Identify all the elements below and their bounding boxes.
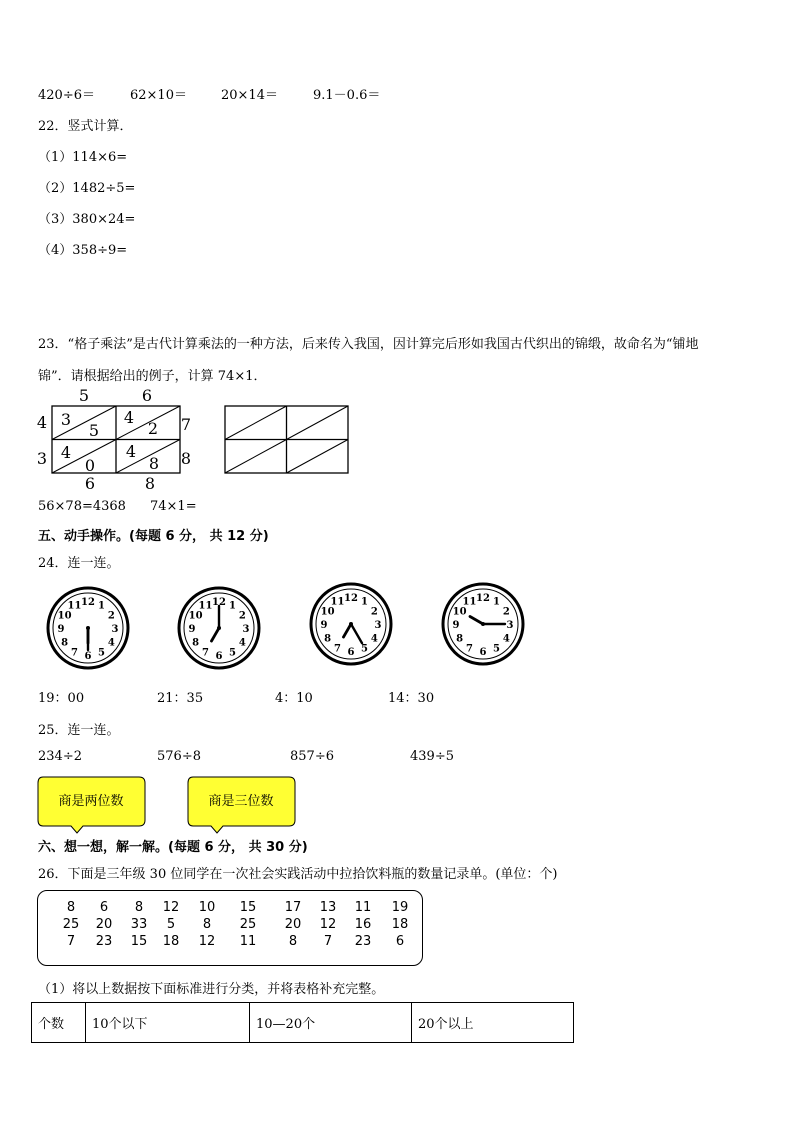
table-header-count: 个数 (32, 1003, 86, 1043)
q22-item-4: （4）358÷9= (38, 243, 128, 258)
grid-cell-1-2-tens: 4 (123, 408, 135, 427)
clock-number-1: 1 (229, 600, 236, 612)
q24-title: 24．连一连。 (38, 556, 120, 571)
top-expr-2: 62×10＝ (130, 88, 187, 103)
data-value: 8 (66, 900, 76, 915)
clock-number-5: 5 (361, 643, 368, 655)
clock-number-3: 3 (506, 620, 514, 631)
clock-number-4: 4 (502, 633, 510, 645)
clock-center (217, 626, 221, 630)
clock-number-2: 2 (107, 610, 115, 622)
clock-number-1: 1 (98, 600, 105, 612)
q26-sub1: （1）将以上数据按下面标准进行分类，并将表格补充完整。 (38, 982, 385, 997)
q26-title: 26．下面是三年级 30 位同学在一次社会实践活动中拉拾饮料瓶的数量记录单。(单位：个) (38, 867, 558, 882)
table-header-under-10: 10个以下 (86, 1003, 250, 1043)
data-value: 33 (130, 917, 148, 932)
clock-number-7: 7 (71, 647, 78, 659)
clock-number-8: 8 (456, 633, 464, 645)
data-value: 12 (162, 900, 180, 915)
data-value: 6 (395, 934, 405, 949)
q22-title: 22．竖式计算． (38, 119, 133, 134)
data-value: 13 (319, 900, 337, 915)
clock-number-3: 3 (242, 624, 250, 635)
clock-number-2: 2 (238, 610, 246, 622)
clock-2 (176, 585, 262, 671)
clock-number-10: 10 (57, 610, 72, 622)
clock-number-5: 5 (493, 643, 500, 655)
clock-number-12: 12 (81, 597, 95, 608)
clock-number-4: 4 (370, 633, 378, 645)
q23-task: 74×1= (150, 499, 197, 514)
clock-center (481, 622, 485, 626)
clock-number-3: 3 (374, 620, 382, 631)
grid-cell-1-2-ones: 2 (147, 419, 159, 438)
q25-expr-3: 857÷6 (290, 749, 334, 764)
data-value: 23 (95, 934, 113, 949)
clock-number-10: 10 (320, 606, 335, 618)
grid-top-digit-1: 5 (78, 386, 90, 405)
data-value: 23 (354, 934, 372, 949)
lattice-example-grid (30, 385, 200, 495)
bubble-two-digit-label: 商是两位数 (58, 794, 124, 809)
clock-number-9: 9 (452, 620, 460, 631)
clock-number-11: 11 (67, 600, 82, 612)
clock-number-6: 6 (84, 651, 92, 662)
clock-4 (440, 581, 526, 667)
clock-number-6: 6 (215, 651, 223, 662)
data-value: 8 (202, 917, 212, 932)
data-record-box (37, 890, 423, 966)
q23-line-2: 锦”．请根据给出的例子，计算 74×1． (38, 369, 267, 384)
clock-number-2: 2 (370, 606, 378, 618)
data-value: 16 (354, 917, 372, 932)
q24-time-2: 21：35 (157, 691, 204, 706)
clock-number-11: 11 (330, 596, 345, 608)
q24-time-3: 4：10 (275, 691, 313, 706)
clock-number-10: 10 (188, 610, 203, 622)
clock-center (349, 622, 353, 626)
clock-number-6: 6 (347, 647, 355, 658)
clock-number-5: 5 (98, 647, 105, 659)
grid-cell-2-1-ones: 0 (84, 456, 96, 475)
grid-left-digit-1: 4 (36, 413, 48, 432)
section-5-title: 五、动手操作。(每题 6 分， 共 12 分) (38, 529, 269, 544)
bubble-two-digit[interactable] (37, 776, 147, 834)
grid-right-digit-2: 8 (180, 449, 192, 468)
clock-number-3: 3 (111, 624, 119, 635)
q24-time-1: 19：00 (38, 691, 85, 706)
table-header-10-20: 10—20个 (250, 1003, 412, 1043)
clock-number-5: 5 (229, 647, 236, 659)
clock-1 (45, 585, 131, 671)
data-value: 15 (239, 900, 257, 915)
grid-top-digit-2: 6 (141, 386, 153, 405)
q22-item-2: （2）1482÷5= (38, 181, 136, 196)
grid-cell-1-1-tens: 3 (60, 410, 72, 429)
lattice-blank-grid[interactable] (224, 405, 350, 475)
data-value: 10 (198, 900, 216, 915)
data-value: 12 (319, 917, 337, 932)
grid-right-digit-1: 7 (180, 415, 192, 434)
clock-number-8: 8 (192, 637, 200, 649)
grid-left-digit-2: 3 (36, 449, 48, 468)
data-value: 7 (66, 934, 76, 949)
clock-number-1: 1 (361, 596, 368, 608)
data-value: 19 (391, 900, 409, 915)
data-value: 25 (62, 917, 80, 932)
data-value: 7 (323, 934, 333, 949)
data-value: 15 (130, 934, 148, 949)
data-row (38, 934, 422, 952)
clock-number-4: 4 (238, 637, 246, 649)
top-expr-3: 20×14＝ (221, 88, 278, 103)
clock-number-12: 12 (476, 593, 490, 604)
clock-number-9: 9 (320, 620, 328, 631)
q25-expr-4: 439÷5 (410, 749, 454, 764)
q24-time-4: 14：30 (388, 691, 435, 706)
data-value: 11 (239, 934, 257, 949)
grid-cell-1-1-ones: 5 (88, 421, 100, 440)
q25-expr-2: 576÷8 (157, 749, 201, 764)
table-row (32, 1003, 574, 1043)
data-value: 25 (239, 917, 257, 932)
clock-number-9: 9 (188, 624, 196, 635)
table-header-over-20: 20个以上 (412, 1003, 574, 1043)
data-value: 18 (391, 917, 409, 932)
clock-number-12: 12 (212, 597, 226, 608)
clock-number-11: 11 (198, 600, 213, 612)
grid-cell-2-2-ones: 8 (148, 454, 160, 473)
grid-bottom-digit-1: 6 (84, 474, 96, 493)
data-value: 18 (162, 934, 180, 949)
data-value: 5 (166, 917, 176, 932)
q23-line-1: 23．“格子乘法”是古代计算乘法的一种方法，后来传入我国，因计算完后形如我国古代织出的锦缎，故命名为“铺地 (38, 337, 699, 352)
data-value: 17 (284, 900, 302, 915)
clock-number-10: 10 (452, 606, 467, 618)
clock-number-6: 6 (479, 647, 487, 658)
data-value: 20 (284, 917, 302, 932)
bubble-three-digit-label: 商是三位数 (208, 794, 274, 809)
clock-number-12: 12 (344, 593, 358, 604)
clock-number-4: 4 (107, 637, 115, 649)
classification-table (31, 1002, 574, 1043)
clock-number-7: 7 (334, 643, 341, 655)
data-value: 8 (134, 900, 144, 915)
q22-item-3: （3）380×24= (38, 212, 136, 227)
clock-number-11: 11 (462, 596, 477, 608)
data-value: 8 (288, 934, 298, 949)
clock-number-9: 9 (57, 624, 65, 635)
top-expr-1: 420÷6＝ (38, 88, 95, 103)
data-row (38, 900, 422, 918)
grid-cell-2-2-tens: 4 (125, 442, 137, 461)
clock-number-1: 1 (493, 596, 500, 608)
data-value: 6 (99, 900, 109, 915)
q22-item-1: （1）114×6= (38, 150, 128, 165)
data-value: 11 (354, 900, 372, 915)
clock-number-8: 8 (324, 633, 332, 645)
data-value: 12 (198, 934, 216, 949)
clock-center (86, 626, 90, 630)
data-value: 20 (95, 917, 113, 932)
bubble-three-digit[interactable] (187, 776, 297, 834)
grid-bottom-digit-2: 8 (144, 474, 156, 493)
clock-3 (308, 581, 394, 667)
top-expr-4: 9.1－0.6＝ (313, 88, 381, 103)
clock-number-8: 8 (61, 637, 69, 649)
section-6-title: 六、想一想，解一解。(每题 6 分， 共 30 分) (38, 840, 308, 855)
data-row (38, 917, 422, 935)
q23-example: 56×78=4368 (38, 499, 126, 514)
clock-number-7: 7 (202, 647, 209, 659)
clock-number-2: 2 (502, 606, 510, 618)
q25-expr-1: 234÷2 (38, 749, 82, 764)
grid-cell-2-1-tens: 4 (60, 443, 72, 462)
q25-title: 25．连一连。 (38, 723, 120, 738)
clock-number-7: 7 (466, 643, 473, 655)
